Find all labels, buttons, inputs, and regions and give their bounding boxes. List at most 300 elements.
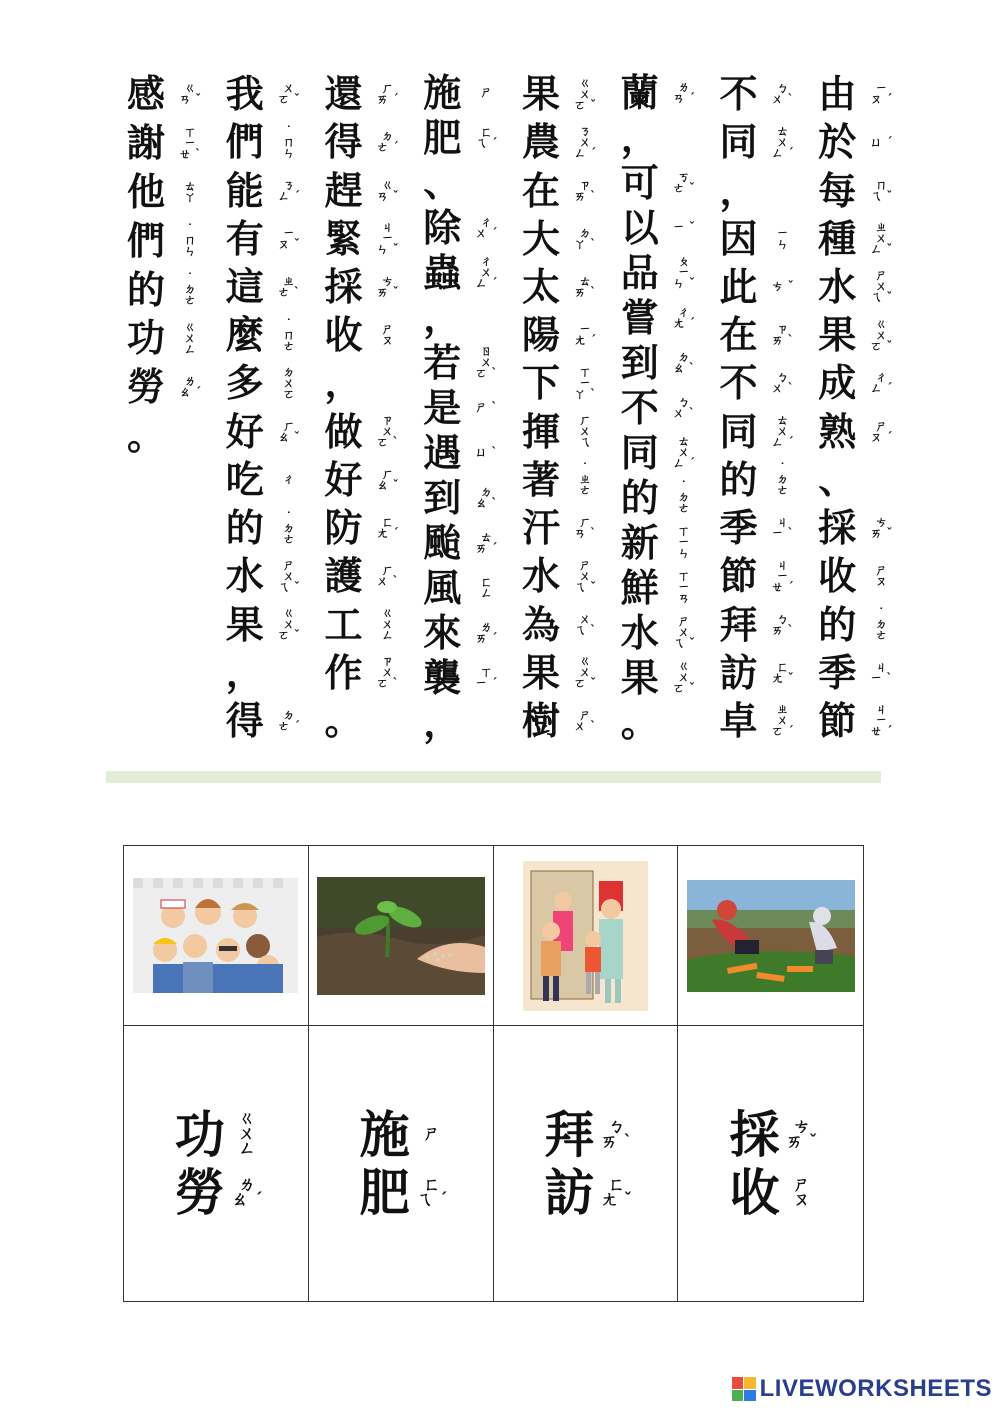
- zhuyin: ㄘ ㄞ ˇ: [785, 1116, 818, 1152]
- character-with-zhuyin: [612, 70, 711, 115]
- zhuyin: ˙ ㄉ ㄜ: [183, 271, 196, 308]
- text-column: [809, 70, 908, 745]
- hanzi: ，: [423, 294, 462, 340]
- hanzi: 同: [620, 429, 659, 475]
- character-with-zhuyin: [711, 456, 810, 504]
- hanzi: 大: [521, 215, 560, 261]
- hanzi: 緊: [324, 215, 363, 261]
- zhuyin: ㄘ ㄞ ˇ: [870, 515, 893, 541]
- zhuyin: ㄈ ㄤ ˇ: [771, 659, 794, 685]
- character-with-zhuyin: [217, 166, 316, 214]
- hanzi: 風: [423, 564, 462, 610]
- hanzi: 得: [324, 119, 363, 165]
- zhuyin: ㄍ ㄨ ㄛ ˇ: [672, 659, 695, 695]
- hanzi: 著: [521, 456, 560, 502]
- hanzi: 來: [423, 609, 462, 655]
- character-with-zhuyin: [118, 168, 217, 217]
- character-with-zhuyin: [513, 649, 612, 697]
- hanzi: 工: [324, 601, 363, 647]
- hanzi: 們: [225, 119, 264, 165]
- character-with-zhuyin: [809, 359, 908, 407]
- character-with-zhuyin: [414, 610, 513, 655]
- character-with-zhuyin: [809, 166, 908, 214]
- character-with-zhuyin: [711, 359, 810, 407]
- character-with-zhuyin: [513, 215, 612, 263]
- hanzi: 由: [818, 71, 857, 117]
- vocab-character: [538, 1162, 633, 1222]
- character-with-zhuyin: [612, 115, 711, 160]
- zhuyin: ㄉ ㄜ ˊ: [277, 707, 300, 733]
- character-with-zhuyin: [612, 700, 711, 745]
- character-with-zhuyin: [513, 166, 612, 214]
- zhuyin: ㄏ ㄠ ˇ: [277, 418, 300, 444]
- logo-mark-icon: [732, 1377, 756, 1401]
- vocab-word: [169, 1104, 263, 1222]
- hanzi: 因: [719, 215, 758, 261]
- character-with-zhuyin: [711, 215, 810, 263]
- hanzi: 在: [521, 167, 560, 213]
- hanzi: 節: [719, 553, 758, 599]
- zhuyin: ㄎ ㄜ ˇ: [672, 169, 695, 195]
- zhuyin: ㄍ ㄢ ˇ: [178, 81, 202, 107]
- character-with-zhuyin: [414, 700, 513, 745]
- character-with-zhuyin: [118, 314, 217, 363]
- vocab-character: [354, 1162, 448, 1222]
- zhuyin: ㄐ ㄧ ˋ: [771, 515, 794, 541]
- character-with-zhuyin: [316, 311, 415, 359]
- character-with-zhuyin: [316, 263, 415, 311]
- hanzi: 種: [818, 215, 857, 261]
- hanzi: 不: [620, 384, 659, 430]
- character-with-zhuyin: [414, 70, 513, 115]
- character-with-zhuyin: [809, 649, 908, 697]
- text-column: [217, 70, 316, 745]
- character-with-zhuyin: [809, 118, 908, 166]
- zhuyin: ㄓ ㄜ ˋ: [277, 273, 300, 299]
- zhuyin: ㄕ ㄨ ˋ: [573, 707, 597, 733]
- zhuyin: ㄍ ㄨ ㄥ: [381, 606, 394, 643]
- zhuyin: ㄊ ㄨ ㄥ ˊ: [672, 434, 695, 470]
- zhuyin: ㄅ ㄨ ˋ: [672, 394, 695, 420]
- text-column: [316, 70, 415, 745]
- zhuyin: ㄉ ㄠ ˋ: [475, 484, 498, 510]
- character-with-zhuyin: [809, 408, 908, 456]
- hanzi: 謝: [126, 120, 165, 166]
- hanzi: 同: [719, 408, 758, 454]
- character-with-zhuyin: [612, 205, 711, 250]
- family-visit-illustration: [523, 861, 648, 1011]
- character-with-zhuyin: [414, 250, 513, 295]
- hanzi: 訪: [719, 649, 758, 695]
- zhuyin: ㄍ ㄨ ㄛ ˇ: [870, 316, 893, 353]
- zhuyin: ㄋ ㄥ ˊ: [277, 177, 300, 203]
- zhuyin: ㄕ ㄡ: [381, 322, 394, 348]
- zhuyin: ㄊ ㄞ ˊ: [475, 529, 498, 555]
- zhuyin: ㄩ ˋ: [475, 445, 498, 459]
- zhuyin: ㄏ ㄨ ˋ: [376, 563, 399, 589]
- text-column: [118, 70, 217, 745]
- hanzi: 施: [423, 69, 462, 115]
- zhuyin: ㄒ ㄧ ㄢ: [677, 569, 690, 605]
- zhuyin: ㄈ ㄥ: [480, 574, 493, 600]
- character-with-zhuyin: [711, 600, 810, 648]
- character-with-zhuyin: [414, 385, 513, 430]
- zhuyin: ㄈ ㄟ ˊ: [475, 124, 498, 150]
- hanzi: 功: [174, 1104, 225, 1164]
- character-with-zhuyin: [414, 160, 513, 205]
- zhuyin: ㄗ ㄨ ㄛ ˋ: [376, 413, 399, 450]
- hanzi: 若: [423, 339, 462, 385]
- hanzi: ，: [423, 699, 462, 745]
- hanzi: 、: [818, 456, 857, 502]
- character-with-zhuyin: [809, 600, 908, 648]
- hanzi: 熟: [818, 408, 857, 454]
- hanzi: 勞: [126, 364, 165, 410]
- hanzi: 到: [423, 474, 462, 520]
- zhuyin: ㄌ ㄠ ˊ: [231, 1174, 263, 1210]
- zhuyin: ㄕ: [423, 1124, 441, 1144]
- hanzi: 多: [225, 360, 264, 406]
- hanzi: 做: [324, 408, 363, 454]
- workers-group-illustration: [133, 878, 298, 993]
- vocab-word-cell-3[interactable]: [494, 1026, 679, 1301]
- zhuyin: ˙ ㄇ ㄣ: [282, 123, 295, 160]
- character-with-zhuyin: [217, 70, 316, 118]
- zhuyin: ㄉ ㄠ ˋ: [672, 349, 695, 375]
- hanzi: 肥: [359, 1162, 410, 1222]
- hanzi: 採: [818, 505, 857, 551]
- zhuyin: ㄏ ㄨ ㄟ: [578, 413, 591, 450]
- character-with-zhuyin: [414, 295, 513, 340]
- vocab-character: [169, 1104, 263, 1164]
- zhuyin: ㄘ ㄞ ˇ: [376, 273, 399, 299]
- zhuyin: ㄐ ㄧ ㄣ ˇ: [376, 220, 399, 257]
- zhuyin: ˙ ㄇ ㄣ: [183, 222, 196, 259]
- character-with-zhuyin: [711, 70, 810, 118]
- zhuyin: ㄕ ㄨ ㄟ ˇ: [277, 557, 300, 594]
- vocab-image-cell-4[interactable]: [678, 846, 863, 1026]
- zhuyin: ㄍ ㄢ ˇ: [376, 177, 399, 203]
- zhuyin: ㄈ ㄤ ˊ: [376, 515, 399, 541]
- zhuyin: ㄕ ˋ: [475, 400, 498, 414]
- character-with-zhuyin: [118, 216, 217, 265]
- character-with-zhuyin: [612, 295, 711, 340]
- character-with-zhuyin: [809, 504, 908, 552]
- character-with-zhuyin: [513, 552, 612, 600]
- hanzi: 施: [359, 1104, 410, 1164]
- text-column: [513, 70, 612, 745]
- hanzi: 趕: [324, 167, 363, 213]
- zhuyin: ㄩ ˊ: [870, 134, 893, 149]
- vocab-character: [538, 1104, 633, 1164]
- character-with-zhuyin: [316, 408, 415, 456]
- hanzi: 訪: [544, 1162, 595, 1222]
- character-with-zhuyin: [414, 430, 513, 475]
- zhuyin: ㄔ ㄥ ˊ: [870, 370, 893, 396]
- character-with-zhuyin: [316, 600, 415, 648]
- hanzi: 拜: [719, 601, 758, 647]
- hanzi: 作: [324, 649, 363, 695]
- hanzi: 節: [818, 697, 857, 743]
- character-with-zhuyin: [217, 263, 316, 311]
- zhuyin: ㄗ ㄨ ㄛ ˋ: [376, 654, 399, 691]
- zhuyin: ㄖ ㄨ ㄛ ˋ: [475, 344, 498, 380]
- zhuyin: ㄕ ㄡ: [875, 563, 888, 589]
- hanzi: 為: [521, 601, 560, 647]
- zhuyin: ㄅ ㄞ ˋ: [771, 611, 794, 637]
- vocab-word-cell-4[interactable]: [678, 1026, 863, 1301]
- vocab-image-cell-1[interactable]: [124, 846, 309, 1026]
- zhuyin: ㄈ ㄤ ˇ: [600, 1174, 633, 1210]
- vocab-word: [354, 1104, 448, 1222]
- hanzi: 季: [719, 505, 758, 551]
- hanzi: 防: [324, 505, 363, 551]
- zhuyin: ˙ ㄓ ㄜ: [578, 461, 591, 498]
- zhuyin: ㄕ ㄨ ㄟ ˇ: [870, 268, 893, 305]
- hanzi: 品: [620, 249, 659, 295]
- hanzi: 汗: [521, 505, 560, 551]
- zhuyin: ㄍ ㄨ ㄥ: [238, 1109, 256, 1159]
- character-with-zhuyin: [118, 119, 217, 168]
- hanzi: 我: [225, 71, 264, 117]
- character-with-zhuyin: [316, 70, 415, 118]
- zhuyin: ㄋ ㄨ ㄥ ˊ: [573, 123, 597, 160]
- hanzi: ，: [719, 167, 758, 213]
- hanzi: 果: [521, 71, 560, 117]
- vocab-word-cell-1[interactable]: [124, 1026, 309, 1301]
- character-with-zhuyin: [316, 118, 415, 166]
- character-with-zhuyin: [612, 520, 711, 565]
- hanzi: 新: [620, 519, 659, 565]
- hanzi: 樹: [521, 697, 560, 743]
- hanzi: 颱: [423, 519, 462, 565]
- character-with-zhuyin: [711, 166, 810, 214]
- hanzi: 不: [719, 71, 758, 117]
- character-with-zhuyin: [217, 456, 316, 504]
- hanzi: 好: [225, 408, 264, 454]
- character-with-zhuyin: [217, 359, 316, 407]
- hanzi: 採: [729, 1104, 780, 1164]
- hanzi: 卓: [719, 697, 758, 743]
- hanzi: 他: [126, 168, 165, 214]
- hanzi: 感: [126, 71, 165, 117]
- character-with-zhuyin: [809, 311, 908, 359]
- zhuyin: ㄧ ㄣ: [776, 225, 789, 251]
- hanzi: 的: [225, 505, 264, 551]
- character-with-zhuyin: [414, 115, 513, 160]
- vocab-image-cell-2[interactable]: [309, 846, 494, 1026]
- zhuyin: ㄐ ㄧ ˋ: [870, 659, 893, 685]
- zhuyin: ㄌ ㄠ ˊ: [178, 374, 202, 400]
- zhuyin: ㄊ ㄚ: [183, 178, 196, 204]
- hanzi: 有: [225, 215, 264, 261]
- vocab-image-cell-3[interactable]: [494, 846, 679, 1026]
- character-with-zhuyin: [711, 649, 810, 697]
- hanzi: 成: [818, 360, 857, 406]
- zhuyin: ㄐ ㄧ ㄝ ˊ: [870, 702, 893, 739]
- character-with-zhuyin: [612, 475, 711, 520]
- zhuyin: ㄔ ㄨ ˊ: [475, 214, 498, 240]
- zhuyin: ˙ ㄉ ㄜ: [282, 509, 295, 546]
- text-column: [414, 70, 513, 745]
- vocab-character: [724, 1104, 818, 1164]
- character-with-zhuyin: [414, 565, 513, 610]
- hanzi: 農: [521, 119, 560, 165]
- text-column: [612, 70, 711, 745]
- character-with-zhuyin: [316, 504, 415, 552]
- character-with-zhuyin: [513, 600, 612, 648]
- hanzi: 果: [225, 601, 264, 647]
- hanzi: 下: [521, 360, 560, 406]
- character-with-zhuyin: [711, 552, 810, 600]
- vocab-character: [724, 1162, 818, 1222]
- hanzi: 蘭: [620, 69, 659, 115]
- hanzi: 拜: [544, 1104, 595, 1164]
- zhuyin: ㄍ ㄨ ㄛ ˇ: [277, 606, 300, 643]
- zhuyin: ㄉ ㄜ ˊ: [376, 129, 399, 155]
- hanzi: 的: [126, 266, 165, 312]
- character-with-zhuyin: [809, 697, 908, 745]
- zhuyin: ㄈ ㄟ ˊ: [415, 1174, 448, 1210]
- character-with-zhuyin: [217, 600, 316, 648]
- character-with-zhuyin: [809, 263, 908, 311]
- zhuyin: ㄉ ㄨ ㄛ: [282, 364, 295, 401]
- hanzi: 蟲: [423, 249, 462, 295]
- character-with-zhuyin: [414, 340, 513, 385]
- zhuyin: ㄘ ˇ: [771, 279, 794, 294]
- character-with-zhuyin: [711, 263, 810, 311]
- hanzi: 每: [818, 167, 857, 213]
- zhuyin: ㄔ ㄤ ˊ: [672, 304, 695, 330]
- zhuyin: ㄒ ㄧ ㄣ: [677, 524, 690, 560]
- hanzi: 的: [719, 456, 758, 502]
- hanzi: 在: [719, 312, 758, 358]
- zhuyin: ㄊ ㄨ ㄥ ˊ: [771, 413, 794, 450]
- character-with-zhuyin: [711, 697, 810, 745]
- character-with-zhuyin: [217, 552, 316, 600]
- character-with-zhuyin: [316, 456, 415, 504]
- character-with-zhuyin: [118, 363, 217, 412]
- vocab-word-cell-2[interactable]: [309, 1026, 494, 1301]
- character-with-zhuyin: [217, 408, 316, 456]
- hanzi: 果: [818, 312, 857, 358]
- character-with-zhuyin: [612, 160, 711, 205]
- hanzi: 可: [620, 159, 659, 205]
- character-with-zhuyin: [217, 215, 316, 263]
- zhuyin: ˙ ㄉ ㄜ: [875, 606, 888, 643]
- hanzi: 採: [324, 263, 363, 309]
- zhuyin: ㄧ ㄡ ˊ: [870, 81, 893, 107]
- zhuyin: ㄓ ㄨ ㄛ ˊ: [771, 702, 794, 739]
- character-with-zhuyin: [612, 565, 711, 610]
- zhuyin: ㄨ ㄟ ˋ: [573, 611, 597, 637]
- hanzi: 得: [225, 697, 264, 743]
- character-with-zhuyin: [118, 412, 217, 461]
- hanzi: 同: [719, 119, 758, 165]
- character-with-zhuyin: [414, 475, 513, 520]
- zhuyin: ㄔ ㄨ ㄥ ˊ: [475, 254, 498, 290]
- vocab-table: [123, 845, 864, 1302]
- zhuyin: ㄍ ㄨ ㄛ ˇ: [573, 654, 597, 691]
- hanzi: 、: [423, 159, 462, 205]
- hanzi: 。: [620, 699, 659, 745]
- zhuyin: ㄧ ㄤ ˊ: [573, 322, 597, 348]
- hanzi: ，: [225, 649, 264, 695]
- zhuyin: ㄔ: [282, 472, 295, 487]
- section-divider: [106, 771, 881, 783]
- hanzi: 能: [225, 167, 264, 213]
- zhuyin: ㄌ ㄢ ˊ: [672, 79, 695, 105]
- zhuyin: ㄒ ㄧ ˊ: [475, 664, 498, 690]
- hanzi: 是: [423, 384, 462, 430]
- vocab-word: [724, 1104, 818, 1222]
- vocab-character: [354, 1104, 448, 1164]
- zhuyin: ˙ ㄉ ㄜ: [776, 461, 789, 498]
- character-with-zhuyin: [513, 311, 612, 359]
- hanzi: 。: [324, 697, 363, 743]
- hanzi: 的: [620, 474, 659, 520]
- zhuyin: ㄧ ㄡ ˇ: [277, 225, 300, 251]
- hanzi: 吃: [225, 456, 264, 502]
- character-with-zhuyin: [316, 166, 415, 214]
- zhuyin: ㄕ ㄨ ㄟ ˇ: [672, 614, 695, 650]
- hanzi: 肥: [423, 114, 462, 160]
- character-with-zhuyin: [612, 610, 711, 655]
- hanzi: 護: [324, 553, 363, 599]
- liveworksheets-logo[interactable]: [732, 1375, 992, 1403]
- zhuyin: ㄗ ㄞ ˋ: [771, 322, 794, 348]
- hanzi: 此: [719, 263, 758, 309]
- zhuyin: ㄒ ㄧ ㄝ ˋ: [178, 124, 202, 161]
- hanzi: 收: [324, 312, 363, 358]
- hanzi: ，: [324, 360, 363, 406]
- hanzi: 水: [620, 609, 659, 655]
- character-with-zhuyin: [612, 430, 711, 475]
- zhuyin: ㄏ ㄞ ˊ: [376, 81, 399, 107]
- character-with-zhuyin: [513, 70, 612, 118]
- hanzi: 水: [225, 553, 264, 599]
- zhuyin: ㄅ ㄨ ˋ: [771, 370, 794, 396]
- hanzi: 好: [324, 456, 363, 502]
- hanzi: 收: [818, 553, 857, 599]
- zhuyin: ㄕ ㄨ ㄟ ˇ: [573, 557, 597, 594]
- hanzi: 功: [126, 315, 165, 361]
- zhuyin: ㄆ ㄧ ㄣ ˇ: [672, 254, 695, 290]
- zhuyin: ㄒ ㄧ ㄚ ˋ: [573, 364, 597, 401]
- zhuyin: ㄐ ㄧ ㄝ ˊ: [771, 557, 794, 594]
- character-with-zhuyin: [316, 697, 415, 745]
- zhuyin: ㄊ ㄞ ˋ: [573, 273, 597, 299]
- character-with-zhuyin: [809, 552, 908, 600]
- vocab-character: [169, 1162, 263, 1222]
- hanzi: 勞: [174, 1162, 225, 1222]
- zhuyin: ㄏ ㄠ ˇ: [376, 466, 399, 492]
- zhuyin: ㄨ ㄛ ˇ: [277, 81, 300, 107]
- harvesting-carrots-photo: [687, 880, 855, 992]
- character-with-zhuyin: [217, 118, 316, 166]
- hanzi: 水: [521, 553, 560, 599]
- character-with-zhuyin: [217, 697, 316, 745]
- zhuyin: ㄍ ㄨ ㄛ ˇ: [573, 75, 597, 112]
- hanzi: 不: [719, 360, 758, 406]
- hanzi: 收: [729, 1162, 780, 1222]
- character-with-zhuyin: [316, 215, 415, 263]
- character-with-zhuyin: [513, 408, 612, 456]
- character-with-zhuyin: [316, 649, 415, 697]
- character-with-zhuyin: [711, 408, 810, 456]
- logo-text: LIVEWORKSHEETS: [759, 1375, 992, 1402]
- character-with-zhuyin: [513, 118, 612, 166]
